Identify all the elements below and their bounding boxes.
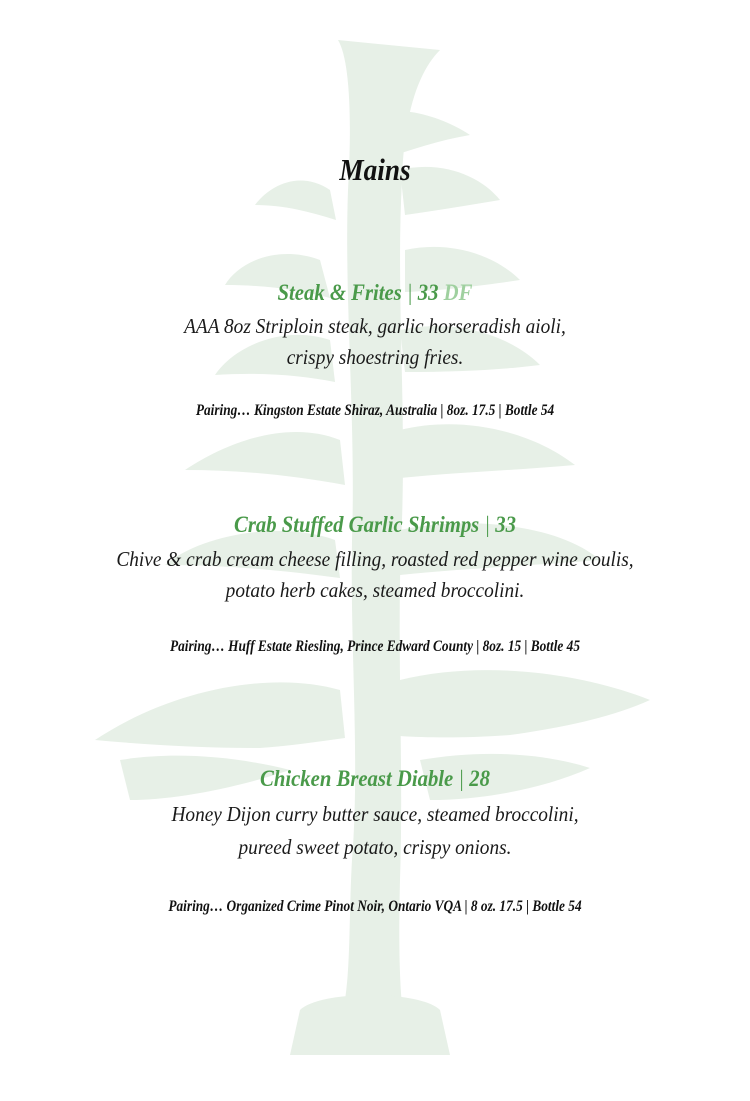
dish-description-line: crispy shoestring fries.: [286, 345, 464, 369]
price-separator: |: [406, 280, 413, 305]
menu-item-name: [38, 766, 713, 792]
wine-pairing: Pairing… Kingston Estate Shiraz, Australia | 8oz. 17.5 | Bottle 54: [195, 402, 555, 419]
dish-price: 33: [417, 280, 439, 305]
price-separator: |: [458, 766, 465, 791]
dish-name: Chicken Breast Diable: [260, 766, 454, 791]
wine-pairing: Pairing… Organized Crime Pinot Noir, Ontario VQA | 8 oz. 17.5 | Bottle 54: [168, 898, 582, 915]
dish-name: Crab Stuffed Garlic Shrimps: [234, 512, 480, 537]
dish-description-line: Chive & crab cream cheese filling, roasted red pepper wine coulis,: [116, 547, 634, 571]
menu-item-name: [38, 512, 713, 538]
dish-description-line: Honey Dijon curry butter sauce, steamed broccolini,: [171, 802, 579, 826]
price-separator: |: [484, 512, 491, 537]
dish-description-line: potato herb cakes, steamed broccolini.: [225, 578, 525, 602]
dish-description-line: AAA 8oz Striploin steak, garlic horseradish aioli,: [184, 314, 566, 338]
menu-section-title: Mains: [339, 152, 411, 187]
dish-name: Steak & Frites: [277, 280, 402, 305]
dish-price: 33: [495, 512, 516, 537]
dish-description-line: pureed sweet potato, crispy onions.: [238, 835, 512, 859]
dietary-tag: DF: [443, 280, 473, 305]
dish-price: 28: [469, 766, 490, 791]
wine-pairing: Pairing… Huff Estate Riesling, Prince Edward County | 8oz. 15 | Bottle 45: [169, 638, 581, 655]
menu-item-name: [38, 280, 713, 306]
